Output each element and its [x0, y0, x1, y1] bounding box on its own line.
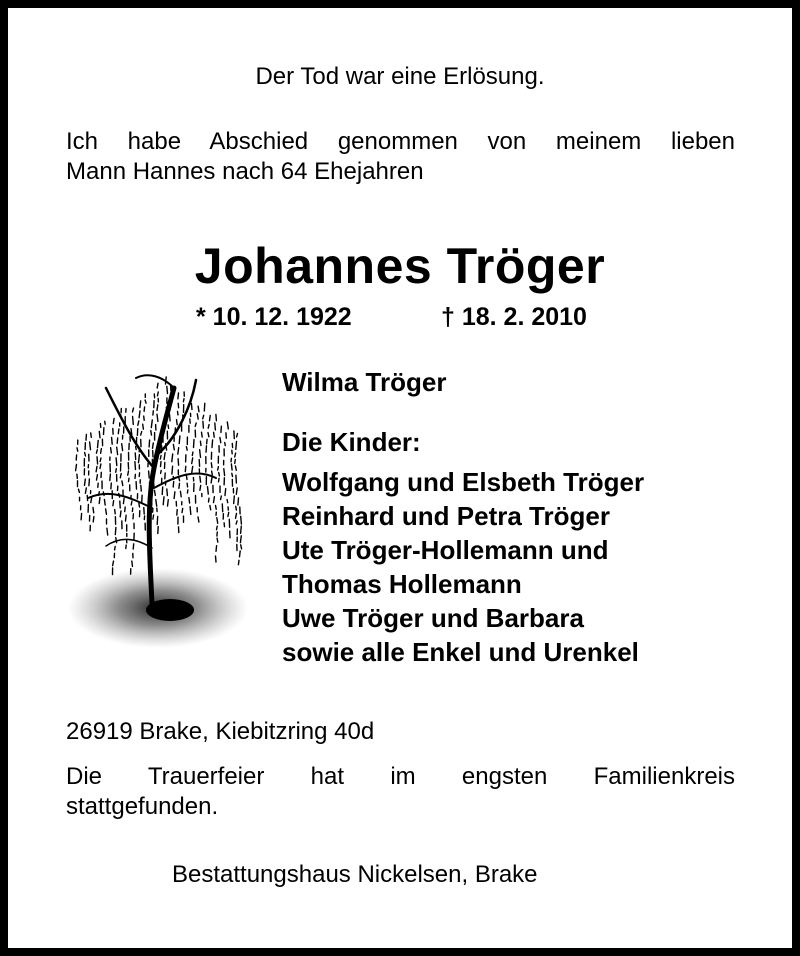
children-line: sowie alle Enkel und Urenkel — [282, 637, 639, 667]
spouse-name: Wilma Tröger — [282, 367, 447, 397]
intro-line-1: Ich habe Abschied genommen von meinem lieben — [66, 128, 735, 155]
funeral-line-2: stattgefunden. — [66, 793, 219, 820]
birth-date: * 10. 12. 1922 — [196, 303, 352, 331]
deceased-name: Johannes Tröger — [194, 238, 606, 294]
weeping-willow-tree-icon — [66, 358, 256, 648]
children-line: Reinhard und Petra Tröger — [282, 501, 610, 531]
motto: Der Tod war eine Erlösung. — [255, 63, 545, 90]
children-line: Wolfgang und Elsbeth Tröger — [282, 467, 645, 497]
address: 26919 Brake, Kiebitzring 40d — [66, 718, 375, 745]
children-line: Ute Tröger-Hollemann und — [282, 535, 609, 565]
children-line: Thomas Hollemann — [282, 569, 522, 599]
funeral-home: Bestattungshaus Nickelsen, Brake — [172, 861, 538, 888]
children-line: Uwe Tröger und Barbara — [282, 603, 584, 633]
intro-line-2: Mann Hannes nach 64 Ehejahren — [66, 158, 424, 185]
funeral-line-1: Die Trauerfeier hat im engsten Familienkreis — [66, 763, 735, 790]
children-heading: Die Kinder: — [282, 427, 421, 457]
death-date: † 18. 2. 2010 — [441, 303, 587, 331]
